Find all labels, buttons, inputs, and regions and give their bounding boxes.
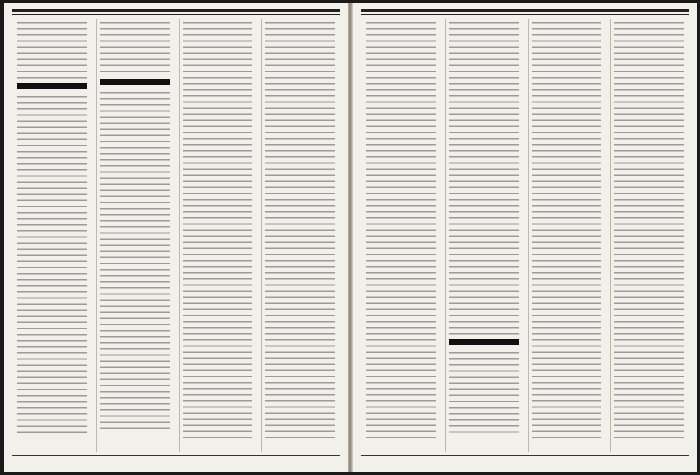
illegible-text-lines	[100, 92, 170, 433]
section-heading-banner	[17, 83, 87, 89]
left-footer	[12, 455, 340, 468]
article-text-block	[366, 19, 436, 439]
article-text-block	[17, 19, 87, 79]
illegible-text-lines	[17, 22, 87, 79]
magazine-spread	[4, 3, 696, 472]
illegible-text-lines	[449, 352, 519, 433]
right-page-column-3	[445, 19, 522, 452]
section-heading-banner	[449, 339, 519, 345]
article-text-block	[449, 349, 519, 433]
right-page	[352, 3, 697, 472]
right-columns	[363, 19, 687, 452]
illegible-text-lines	[183, 22, 253, 439]
article-text-block	[17, 93, 87, 433]
illegible-text-lines	[100, 22, 170, 75]
left-page-column-4	[14, 19, 90, 452]
right-page-column-4	[363, 19, 439, 452]
article-text-block	[449, 19, 519, 335]
article-text-block	[532, 19, 602, 439]
right-page-column-1	[610, 19, 687, 452]
illegible-text-lines	[366, 22, 436, 439]
right-header-rule	[361, 9, 689, 12]
article-text-block	[100, 19, 170, 75]
left-page-column-2	[179, 19, 256, 452]
illegible-text-lines	[532, 22, 602, 439]
left-header-rule	[12, 9, 340, 12]
left-page-column-3	[96, 19, 173, 452]
illegible-text-lines	[17, 96, 87, 433]
illegible-text-lines	[614, 22, 684, 439]
right-page-column-2	[528, 19, 605, 452]
left-header-rule-thin	[12, 14, 340, 15]
left-page-column-1	[261, 19, 338, 452]
right-header-rule-thin	[361, 14, 689, 15]
illegible-text-lines	[265, 22, 335, 439]
section-heading-banner	[100, 79, 170, 85]
left-columns	[14, 19, 338, 452]
article-text-block	[100, 89, 170, 433]
article-text-block	[183, 19, 253, 439]
right-footer	[361, 455, 689, 468]
article-text-block	[614, 19, 684, 439]
article-text-block	[265, 19, 335, 439]
illegible-text-lines	[449, 22, 519, 335]
left-page	[4, 3, 349, 472]
